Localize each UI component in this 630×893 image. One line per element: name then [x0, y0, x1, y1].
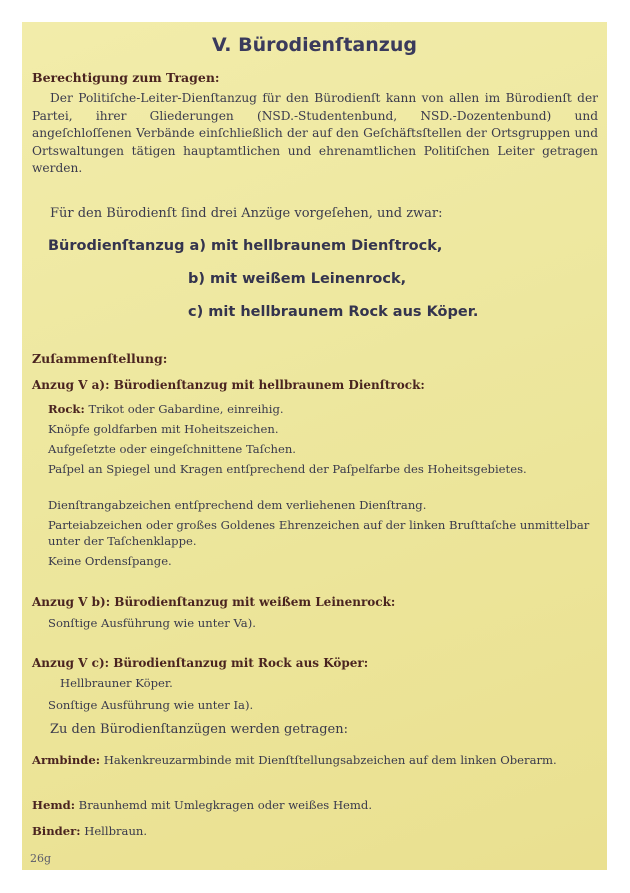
anzug-vc-line2: Sonſtige Ausführung wie unter Ia).: [48, 698, 254, 712]
page-number: 26g: [30, 852, 52, 865]
armbinde-label: Armbinde:: [32, 753, 101, 767]
list-item: Dienſtrangabzeichen entſprechend dem verliehenen Dienſtrang.: [48, 498, 427, 512]
page-title: V. Bürodienſtanzug: [212, 34, 417, 56]
document-page: [22, 22, 607, 870]
hemd-label: Hemd:: [32, 798, 75, 812]
rock-text: Trikot oder Gabardine, einreihig.: [88, 402, 284, 416]
heading-anzug-va: Anzug V a): Bürodienſtanzug mit hellbraunem Dienſtrock:: [32, 378, 425, 392]
list-item: Aufgeſetzte oder eingeſchnittene Taſchen.: [48, 442, 296, 456]
variant-b-line: b) mit weißem Leinenrock,: [188, 271, 407, 287]
list-item: Knöpfe goldfarben mit Hoheitszeichen.: [48, 422, 279, 436]
binder-label: Binder:: [32, 824, 81, 838]
berechtigung-paragraph: Der Politiſche-Leiter-Dienſtanzug für den Bürodienſt kann von allen im Bürodienſt der Partei, ihrer Gliederungen (NSD.-Studentenbund, NSD.-Dozentenbund) und angeſchloſſenen Verbände einſchließlich der auf den Geſchäftsſtellen der Ortsgruppen und Ortswaltungen tätigen hauptamtlichen und ehrenamtlichen Politiſchen Leiter getragen werden.: [32, 91, 598, 176]
binder-line: [32, 824, 598, 840]
heading-anzug-vb: Anzug V b): Bürodienſtanzug mit weißem Leinenrock:: [32, 595, 396, 609]
intro-line: Für den Bürodienſt ſind drei Anzüge vorgeſehen, und zwar:: [50, 206, 443, 221]
armbinde-line: [32, 753, 598, 769]
heading-anzug-vc: Anzug V c): Bürodienſtanzug mit Rock aus Köper:: [32, 656, 369, 670]
rock-line: [48, 402, 596, 418]
anzug-vc-line1: Hellbrauner Köper.: [60, 676, 173, 690]
heading-zusammenstellung: Zuſammenſtellung:: [32, 351, 168, 366]
hemd-line: [32, 798, 598, 814]
zu-den-line: Zu den Bürodienſtanzügen werden getragen:: [50, 722, 348, 737]
rock-label: Rock:: [48, 402, 85, 416]
heading-berechtigung: Berechtigung zum Tragen:: [32, 70, 220, 85]
variant-a-line: Bürodienſtanzug a) mit hellbraunem Dienſtrock,: [48, 238, 443, 254]
list-item: Paſpel an Spiegel und Kragen entſprechend der Paſpelfarbe des Hoheitsgebietes.: [48, 462, 527, 476]
variant-c-line: c) mit hellbraunem Rock aus Köper.: [188, 304, 479, 320]
hemd-text: Braunhemd mit Umlegkragen oder weißes Hemd.: [78, 798, 373, 812]
armbinde-text: Hakenkreuzarmbinde mit Dienſtſtellungsabzeichen auf dem linken Oberarm.: [103, 753, 557, 767]
list-item: Keine Ordensſpange.: [48, 554, 172, 568]
anzug-vb-text: Sonſtige Ausführung wie unter Va).: [48, 616, 256, 630]
list-item: Parteiabzeichen oder großes Goldenes Ehrenzeichen auf der linken Bruſttaſche unmittelbar unter der Taſchenklappe.: [48, 518, 590, 548]
binder-text: Hellbraun.: [84, 824, 148, 838]
